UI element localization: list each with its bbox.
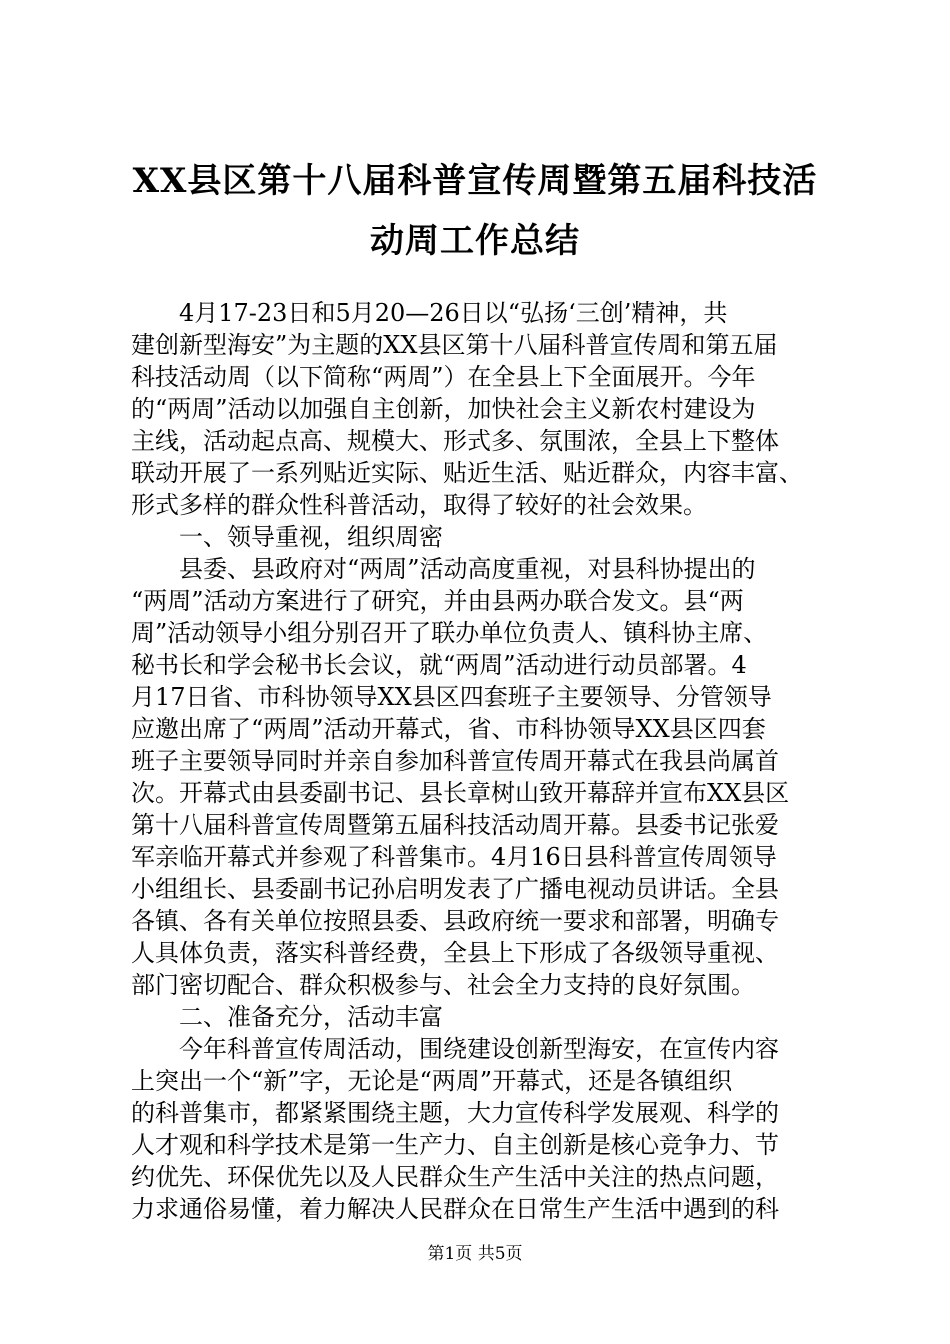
paragraph-line: 第十八届科普宣传周暨第五届科技活动周开幕。县委书记张爱 [131,811,779,839]
paragraph-line: 月17日省、市科协领导XX县区四套班子主要领导、分管领导 [131,683,772,711]
paragraph-line: 今年科普宣传周活动，围绕建设创新型海安，在宣传内容 [179,1035,779,1063]
document-title-line-1: XX县区第十八届科普宣传周暨第五届科技活 [132,161,818,201]
paragraph-line: “两周”活动方案进行了研究，并由县两办联合发文。县“两 [131,587,744,615]
paragraph-line: 上突出一个“新”字，无论是“两周”开幕式，还是各镇组织 [131,1067,733,1095]
paragraph-line: 建创新型海安”为主题的XX县区第十八届科普宣传周和第五届 [131,331,778,359]
paragraph-line: 的“两周”活动以加强自主创新，加快社会主义新农村建设为 [131,395,756,423]
paragraph-line: 主线，活动起点高、规模大、形式多、氛围浓，全县上下整体 [131,427,779,455]
paragraph-line: 人才观和科学技术是第一生产力、自主创新是核心竞争力、节 [131,1131,779,1159]
paragraph-line: 部门密切配合、群众积极参与、社会全力支持的良好氛围。 [131,971,755,999]
section-heading: 一、领导重视，组织周密 [179,523,443,551]
paragraph-line: 4月17-23日和5月20—26日以“弘扬‘三创’精神，共 [179,299,728,327]
paragraph-line: 力求通俗易懂，着力解决人民群众在日常生产生活中遇到的科 [131,1195,779,1223]
paragraph-line: 约优先、环保优先以及人民群众生产生活中关注的热点问题， [131,1163,779,1191]
paragraph-line: 联动开展了一系列贴近实际、贴近生活、贴近群众，内容丰富、 [131,459,803,487]
paragraph-line: 周”活动领导小组分别召开了联办单位负责人、镇科协主席、 [131,619,768,647]
paragraph-line: 秘书长和学会秘书长会议，就“两周”活动进行动员部署。4 [131,651,747,679]
document-title-line-2: 动周工作总结 [370,221,580,261]
paragraph-line: 各镇、各有关单位按照县委、县政府统一要求和部署，明确专 [131,907,779,935]
paragraph-line: 的科普集市，都紧紧围绕主题，大力宣传科学发展观、科学的 [131,1099,779,1127]
paragraph-line: 应邀出席了“两周”活动开幕式，省、市科协领导XX县区四套 [131,715,766,743]
page-number-footer: 第1页 共5页 [427,1244,523,1264]
paragraph-line: 小组组长、县委副书记孙启明发表了广播电视动员讲话。全县 [131,875,779,903]
paragraph-line: 县委、县政府对“两周”活动高度重视，对县科协提出的 [179,555,756,583]
paragraph-line: 军亲临开幕式并参观了科普集市。4月16日县科普宣传周领导 [131,843,777,871]
paragraph-line: 次。开幕式由县委副书记、县长章树山致开幕辞并宣布XX县区 [131,779,790,807]
paragraph-line: 人具体负责，落实科普经费，全县上下形成了各级领导重视、 [131,939,779,967]
paragraph-line: 科技活动周（以下简称“两周”）在全县上下全面展开。今年 [131,363,756,391]
paragraph-line: 形式多样的群众性科普活动，取得了较好的社会效果。 [131,491,707,519]
section-heading: 二、准备充分，活动丰富 [179,1003,443,1031]
paragraph-line: 班子主要领导同时并亲自参加科普宣传周开幕式在我县尚属首 [131,747,779,775]
